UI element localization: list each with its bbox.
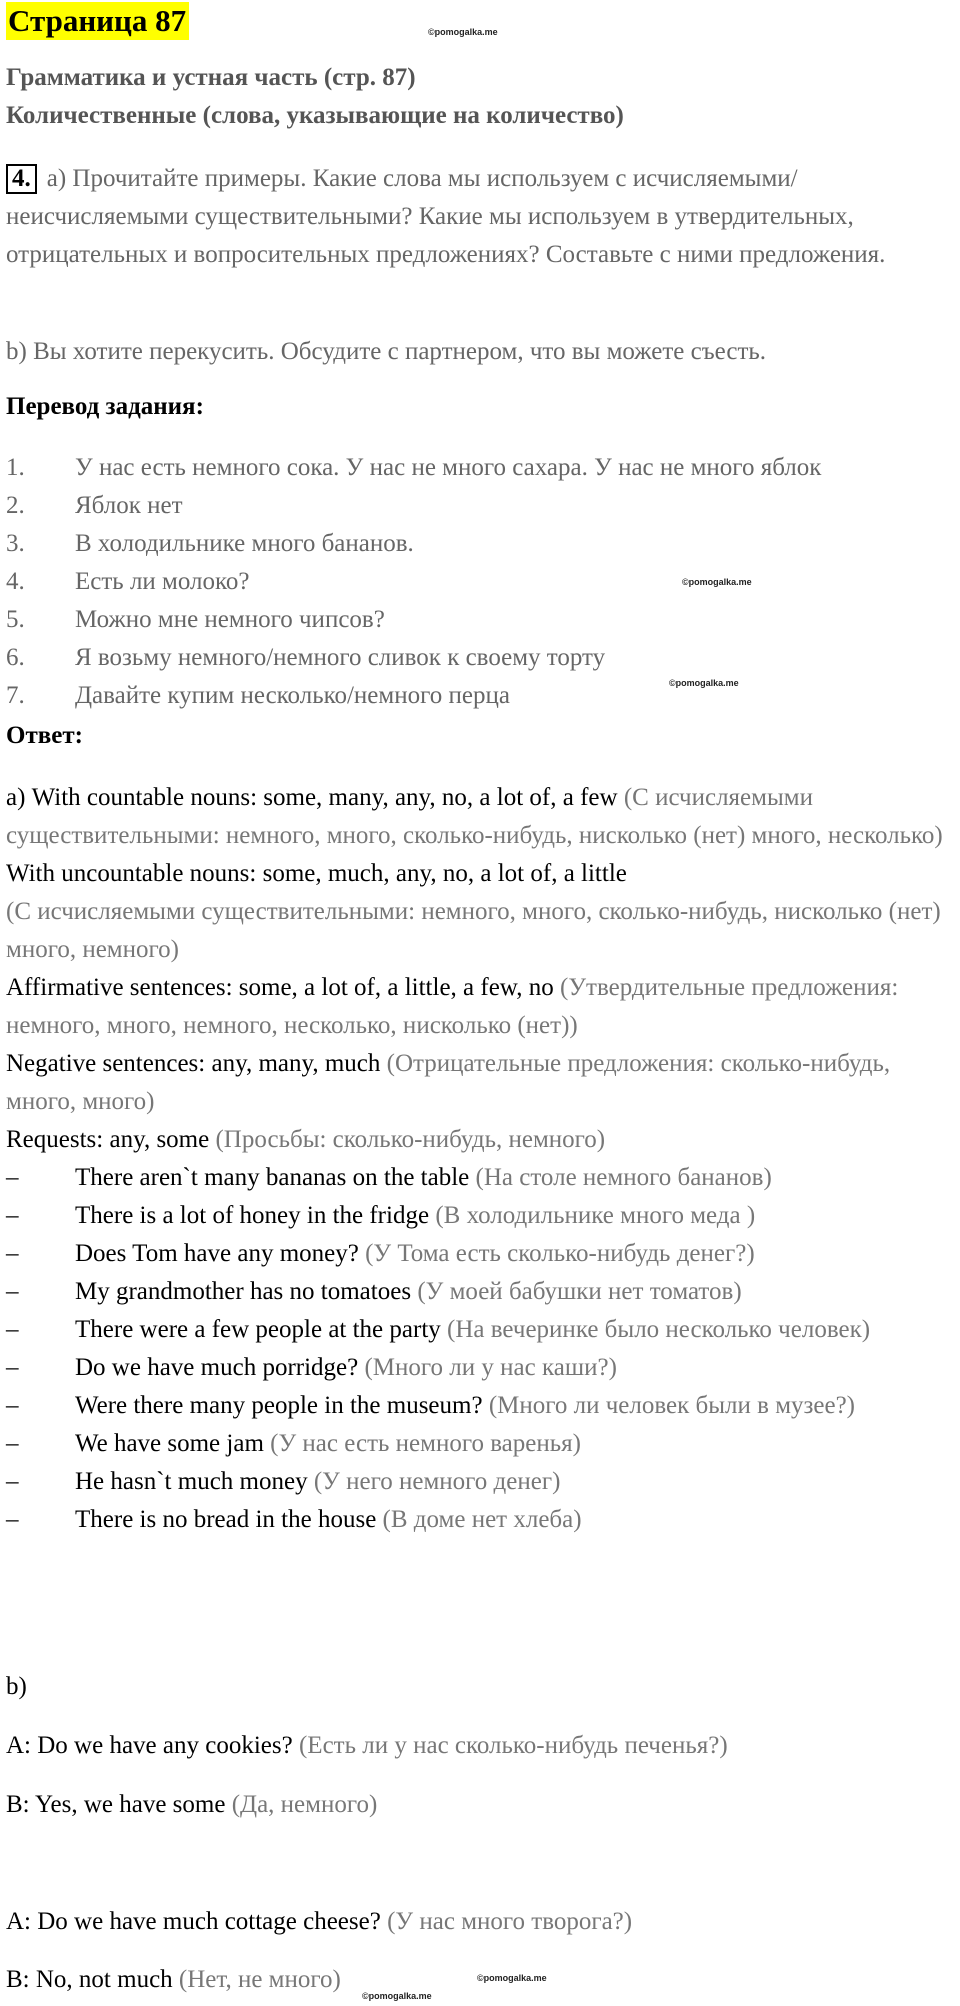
example-item: – He hasn`t much money (У него немного денег)	[6, 1468, 561, 1495]
task-number: 4.	[6, 164, 37, 194]
list-item: 7. Давайте купим несколько/немного перца	[6, 682, 510, 709]
page-title: Страница 87	[6, 2, 189, 40]
translation-heading: Перевод задания:	[6, 393, 204, 420]
watermark: ©pomogalka.me	[428, 27, 498, 37]
dialogue-line: A: Do we have much cottage cheese? (У нас много творога?)	[6, 1908, 633, 1935]
section-heading: Грамматика и устная часть (стр. 87)	[6, 64, 416, 91]
dialogue-line: B: No, not much (Нет, не много)	[6, 1966, 341, 1993]
example-item: – My grandmother has no tomatoes (У моей бабушки нет томатов)	[6, 1278, 742, 1305]
answer-heading: Ответ:	[6, 722, 83, 749]
list-item: 4. Есть ли молоко?	[6, 568, 250, 595]
answer-line: Requests: any, some (Просьбы: сколько-нибудь, немного)	[6, 1126, 606, 1153]
answer-line: Negative sentences: any, many, much (Отрицательные предложения: сколько-нибудь, много, много)	[6, 1050, 891, 1115]
watermark: ©pomogalka.me	[477, 1973, 547, 1983]
list-item: 5. Можно мне немного чипсов?	[6, 606, 385, 633]
answer-a	[6, 779, 956, 1539]
example-item: – Were there many people in the museum? (Много ли человек были в музее?)	[6, 1392, 856, 1419]
list-item: 6. Я возьму немного/немного сливок к своему торту	[6, 644, 606, 671]
example-item: – Do we have much porridge? (Много ли у нас каши?)	[6, 1354, 617, 1381]
answer-line: With uncountable nouns: some, much, any, no, a lot of, a little (С исчисляемыми существительными: немного, много, сколько-нибудь, нисколько (нет) много, немного)	[6, 860, 941, 963]
part-b-label: b)	[6, 1673, 27, 1700]
example-item: – We have some jam (У нас есть немного варенья)	[6, 1430, 581, 1457]
list-item: 3. В холодильнике много бананов.	[6, 530, 414, 557]
task-b-text: b) Вы хотите перекусить. Обсудите с партнером, что вы можете съесть.	[6, 338, 767, 365]
watermark: ©pomogalka.me	[669, 678, 739, 688]
example-item: – There aren`t many bananas on the table (На столе немного бананов)	[6, 1164, 772, 1191]
dialogue-line: B: Yes, we have some (Да, немного)	[6, 1791, 378, 1818]
example-item: – There is a lot of honey in the fridge (В холодильнике много меда )	[6, 1202, 756, 1229]
answer-line: Affirmative sentences: some, a lot of, a little, a few, no (Утвердительные предложения: немного, много, немного, несколько, нисколько (нет))	[6, 974, 899, 1039]
example-item: – There were a few people at the party (На вечеринке было несколько человек)	[6, 1316, 871, 1343]
task-a	[6, 160, 956, 274]
watermark: ©pomogalka.me	[362, 1991, 432, 2001]
answer-line: а) With countable nouns: some, many, any, no, a lot of, a few (С исчисляемыми существительными: немного, много, сколько-нибудь, нисколько (нет) много, несколько)	[6, 784, 943, 849]
dialogue-line: A: Do we have any cookies? (Есть ли у нас сколько-нибудь печенья?)	[6, 1732, 728, 1759]
watermark: ©pomogalka.me	[682, 577, 752, 587]
example-item: – There is no bread in the house (В доме нет хлеба)	[6, 1506, 582, 1533]
example-item: – Does Tom have any money? (У Тома есть сколько-нибудь денег?)	[6, 1240, 755, 1267]
section-subheading: Количественные (слова, указывающие на количество)	[6, 102, 624, 129]
list-item: 1. У нас есть немного сока. У нас не много сахара. У нас не много яблок	[6, 454, 822, 481]
list-item: 2. Яблок нет	[6, 492, 183, 519]
task-a-text: а) Прочитайте примеры. Какие слова мы используем с исчисляемыми/неисчисляемыми существительными? Какие мы используем в утвердительных, отрицательных и вопросительных предложениях? Составьте с ними предложения.	[6, 165, 886, 268]
